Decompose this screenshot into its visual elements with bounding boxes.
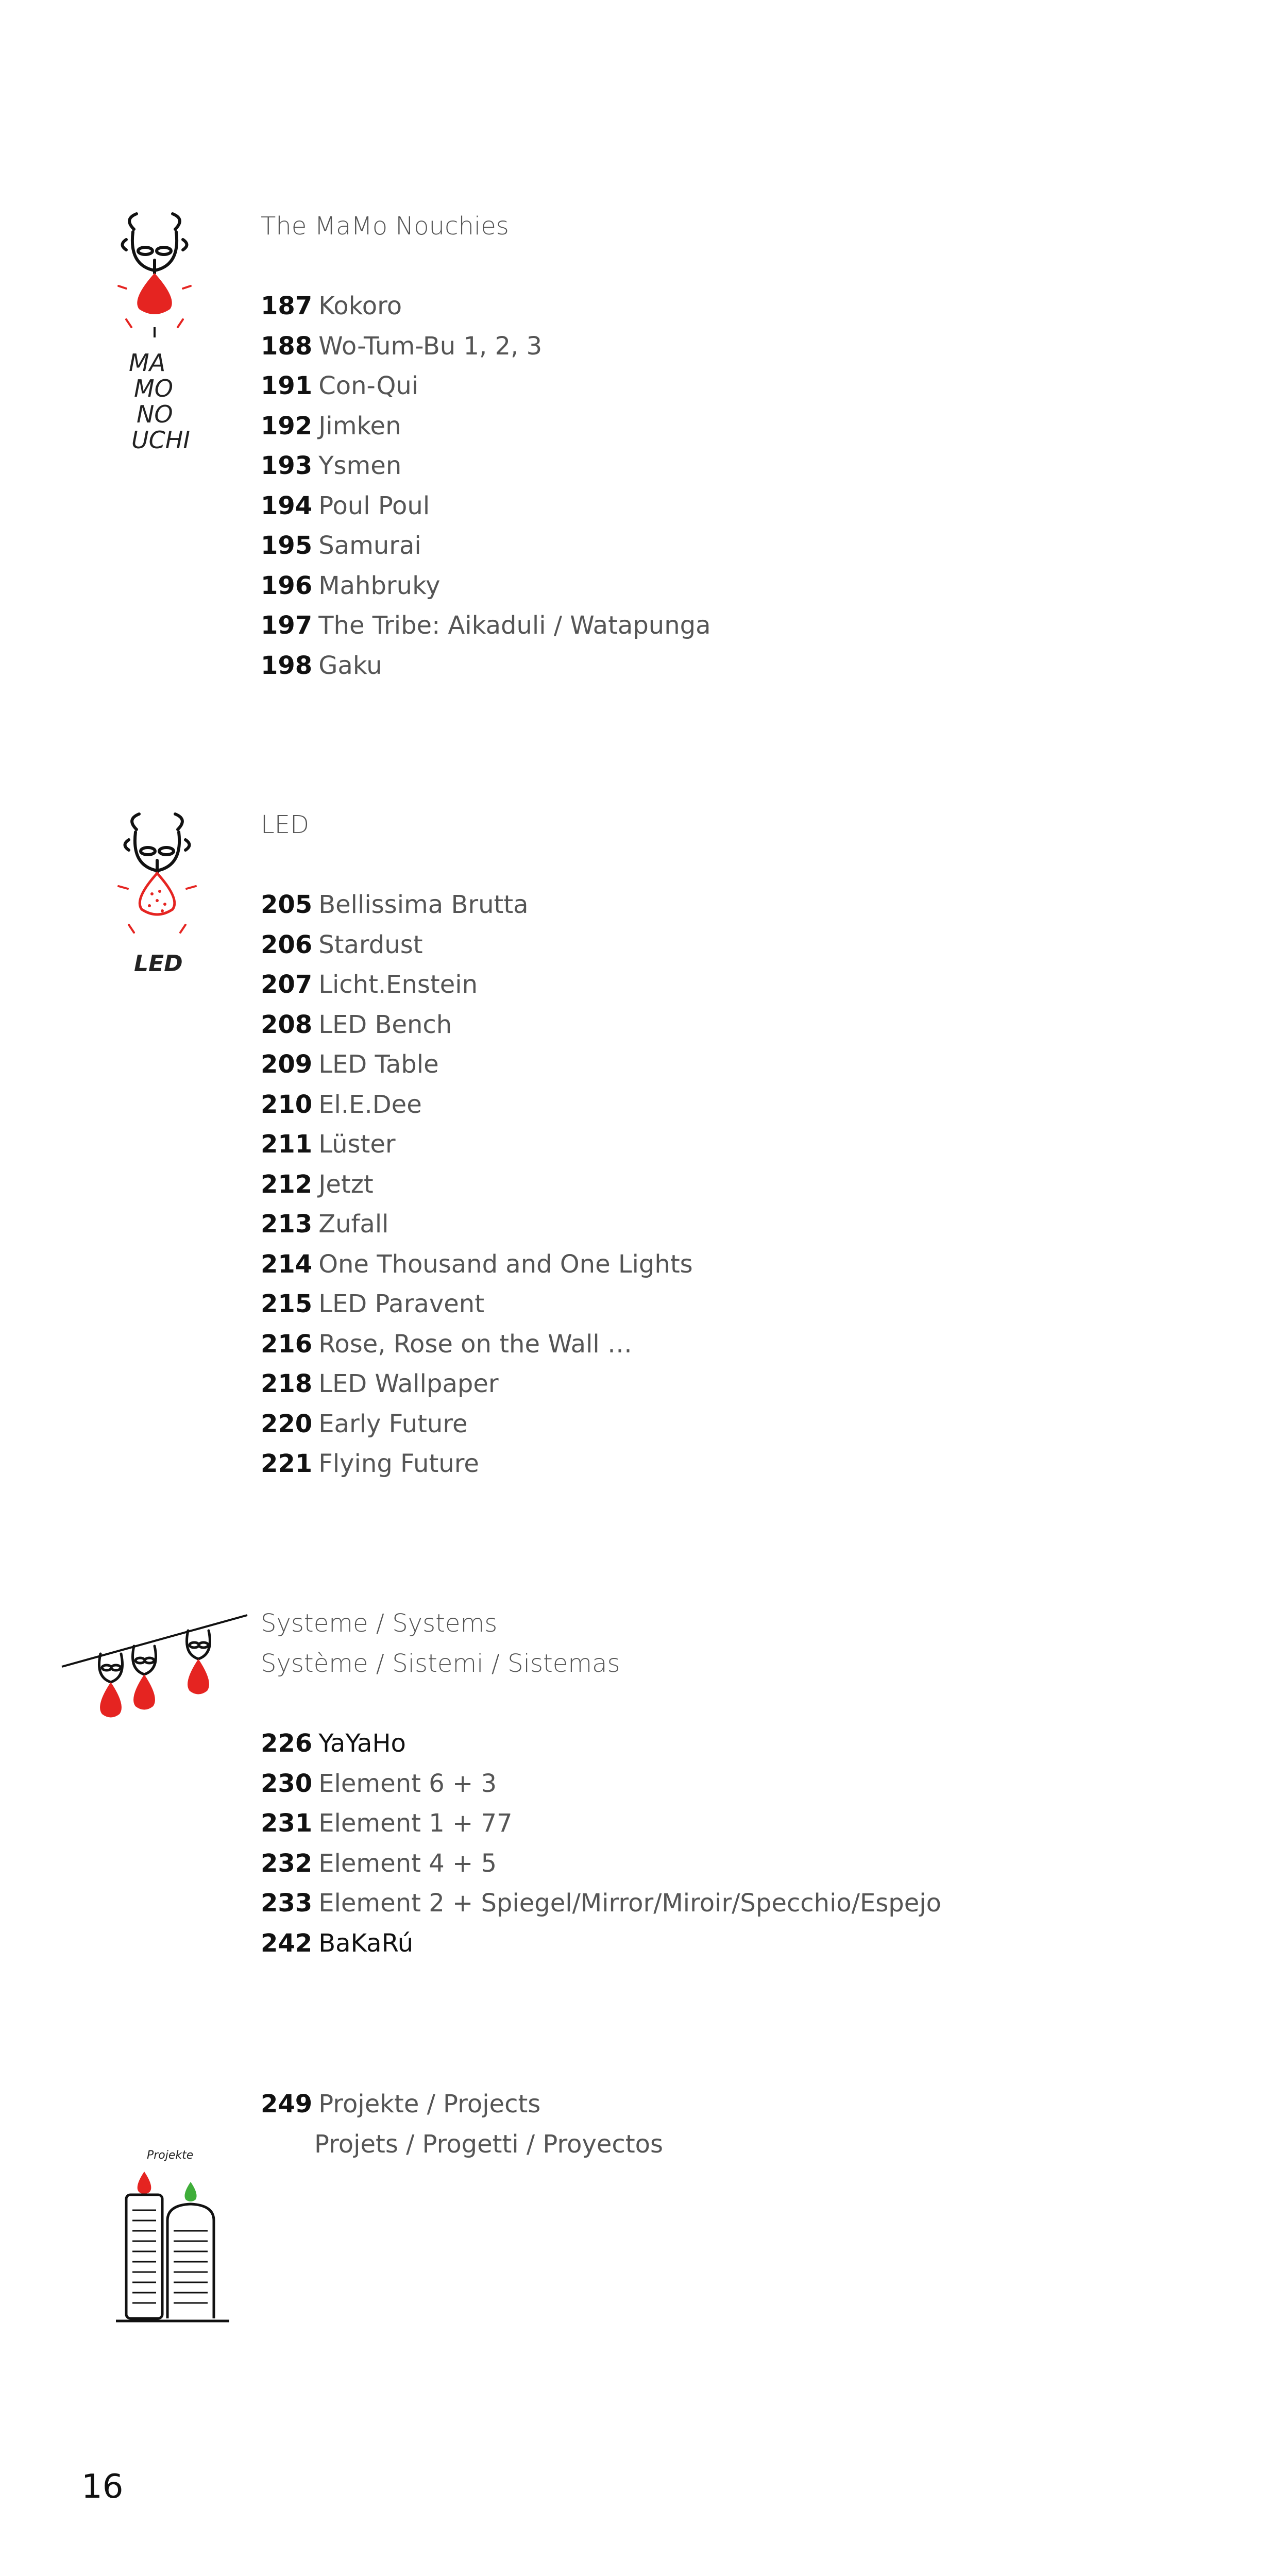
page-number: 16	[81, 2468, 124, 2506]
entry-number: 206	[261, 930, 313, 959]
list-item[interactable]	[261, 606, 711, 646]
entry-number: 211	[261, 1130, 313, 1159]
entry-label: Projekte / Projects	[318, 2090, 541, 2119]
entry-label: LED Paravent	[318, 1290, 485, 1318]
list-item[interactable]	[261, 925, 693, 965]
list-item[interactable]	[261, 406, 711, 447]
list-item[interactable]	[261, 1444, 693, 1484]
list-item[interactable]	[261, 1724, 941, 1764]
entry-number: 233	[261, 1889, 313, 1918]
entry-number: 242	[261, 1928, 313, 1958]
list-item[interactable]	[261, 1085, 693, 1125]
entry-number: 196	[261, 571, 313, 600]
entry-label: Element 2 + Spiegel/Mirror/Miroir/Specchio/Espejo	[318, 1889, 941, 1918]
entry-number: 207	[261, 970, 313, 999]
list-item[interactable]	[261, 1325, 693, 1365]
entry-label: Element 6 + 3	[318, 1769, 497, 1798]
entry-label: Rose, Rose on the Wall …	[318, 1329, 632, 1359]
entry-number: 187	[261, 292, 313, 320]
list-item[interactable]	[261, 327, 711, 367]
entry-label: Wo-Tum-Bu 1, 2, 3	[318, 331, 543, 361]
list-item[interactable]	[261, 885, 693, 925]
entry-list	[261, 286, 711, 686]
entry-number: 191	[261, 371, 313, 400]
list-item[interactable]	[261, 1804, 941, 1844]
svg-text:Projekte: Projekte	[147, 2149, 194, 2162]
entry-list	[261, 1724, 941, 1963]
entry-sublabel-row	[261, 2125, 663, 2165]
entry-label: The Tribe: Aikaduli / Watapunga	[318, 611, 711, 640]
section-heading: Systeme / Systems	[261, 1609, 498, 1638]
entry-label: One Thousand and One Lights	[318, 1249, 693, 1279]
list-item[interactable]	[261, 1245, 693, 1285]
entry-label: Jimken	[318, 411, 401, 440]
svg-text:NO: NO	[137, 400, 173, 428]
entry-label: BaKaRú	[318, 1928, 414, 1958]
entry-label: Lüster	[318, 1130, 396, 1159]
list-item[interactable]	[261, 526, 711, 566]
entry-number: 198	[261, 651, 313, 680]
entry-number: 210	[261, 1090, 313, 1119]
entry-label: Mahbruky	[318, 571, 441, 600]
list-item[interactable]	[261, 1764, 941, 1804]
entry-number: 192	[261, 411, 313, 440]
entry-label: LED Bench	[318, 1010, 452, 1039]
entry-number: 249	[261, 2090, 313, 2119]
list-item[interactable]	[261, 566, 711, 606]
entry-list	[261, 885, 693, 1484]
list-item[interactable]	[261, 1125, 693, 1165]
list-item[interactable]	[261, 646, 711, 686]
entry-label: Stardust	[318, 930, 423, 959]
entry-label: Bellissima Brutta	[318, 890, 529, 919]
entry-number: 230	[261, 1769, 313, 1798]
entry-number: 194	[261, 491, 313, 520]
entry-number: 209	[261, 1050, 313, 1079]
list-item[interactable]	[261, 1364, 693, 1404]
list-item[interactable]	[261, 286, 711, 327]
entry-label: Samurai	[318, 531, 421, 560]
entry-number: 205	[261, 890, 313, 919]
entry-number: 232	[261, 1849, 313, 1878]
entry-label: LED Wallpaper	[318, 1369, 499, 1398]
svg-text:MA: MA	[129, 349, 166, 377]
entry-number: 218	[261, 1369, 313, 1398]
systems-sketch-icon	[57, 1605, 252, 1749]
entry-label: YaYaHo	[318, 1729, 406, 1758]
entry-label: Early Future	[318, 1409, 468, 1438]
list-item[interactable]	[261, 1844, 941, 1884]
list-item[interactable]	[261, 1005, 693, 1045]
entry-number: 231	[261, 1809, 313, 1838]
entry-label: Ysmen	[318, 451, 402, 480]
entry-number: 208	[261, 1010, 313, 1039]
entry-number: 188	[261, 331, 313, 361]
entry-number: 193	[261, 451, 313, 480]
entry-label: Con-Qui	[318, 371, 419, 400]
entry-label: El.E.Dee	[318, 1090, 422, 1119]
list-item[interactable]	[261, 446, 711, 486]
svg-text:UCHI: UCHI	[131, 426, 190, 454]
entry-label: Kokoro	[318, 292, 402, 320]
list-item[interactable]	[261, 2084, 663, 2125]
list-item[interactable]	[261, 965, 693, 1005]
entry-label: Poul Poul	[318, 491, 430, 520]
entry-label: Jetzt	[318, 1170, 374, 1199]
entry-label: Flying Future	[318, 1449, 479, 1478]
entry-number: 226	[261, 1729, 313, 1758]
list-item[interactable]	[261, 1284, 693, 1325]
section-heading: Système / Sistemi / Sistemas	[261, 1649, 620, 1678]
list-item[interactable]	[261, 1884, 941, 1924]
entry-sublabel: Projets / Progetti / Proyectos	[314, 2129, 664, 2159]
entry-label: Gaku	[318, 651, 382, 680]
entry-label: Zufall	[318, 1210, 389, 1239]
list-item[interactable]	[261, 1404, 693, 1445]
entry-label: LED Table	[318, 1050, 439, 1079]
entry-number: 212	[261, 1170, 313, 1199]
list-item[interactable]	[261, 486, 711, 527]
entry-number: 220	[261, 1409, 313, 1438]
entry-label: Element 4 + 5	[318, 1849, 497, 1878]
section-heading: LED	[261, 810, 310, 839]
entry-label: Licht.Enstein	[318, 970, 478, 999]
entry-number: 195	[261, 531, 313, 560]
projects-sketch-icon	[95, 2143, 245, 2339]
list-item[interactable]	[261, 1165, 693, 1205]
entry-number: 215	[261, 1290, 313, 1318]
section-heading: The MaMo Nouchies	[261, 212, 509, 241]
list-item[interactable]	[261, 1205, 693, 1245]
entry-number: 216	[261, 1329, 313, 1359]
entry-number: 221	[261, 1449, 313, 1478]
entry-number: 213	[261, 1210, 313, 1239]
list-item[interactable]	[261, 1924, 941, 1964]
led-sketch-icon	[82, 809, 232, 999]
entry-number: 197	[261, 611, 313, 640]
svg-text:MO: MO	[134, 375, 173, 402]
list-item[interactable]	[261, 1045, 693, 1085]
entry-number: 214	[261, 1249, 313, 1279]
entry-label: Element 1 + 77	[318, 1809, 513, 1838]
svg-text:LED: LED	[134, 951, 183, 977]
list-item[interactable]	[261, 366, 711, 406]
mamo-nouchies-sketch-icon	[77, 209, 232, 466]
